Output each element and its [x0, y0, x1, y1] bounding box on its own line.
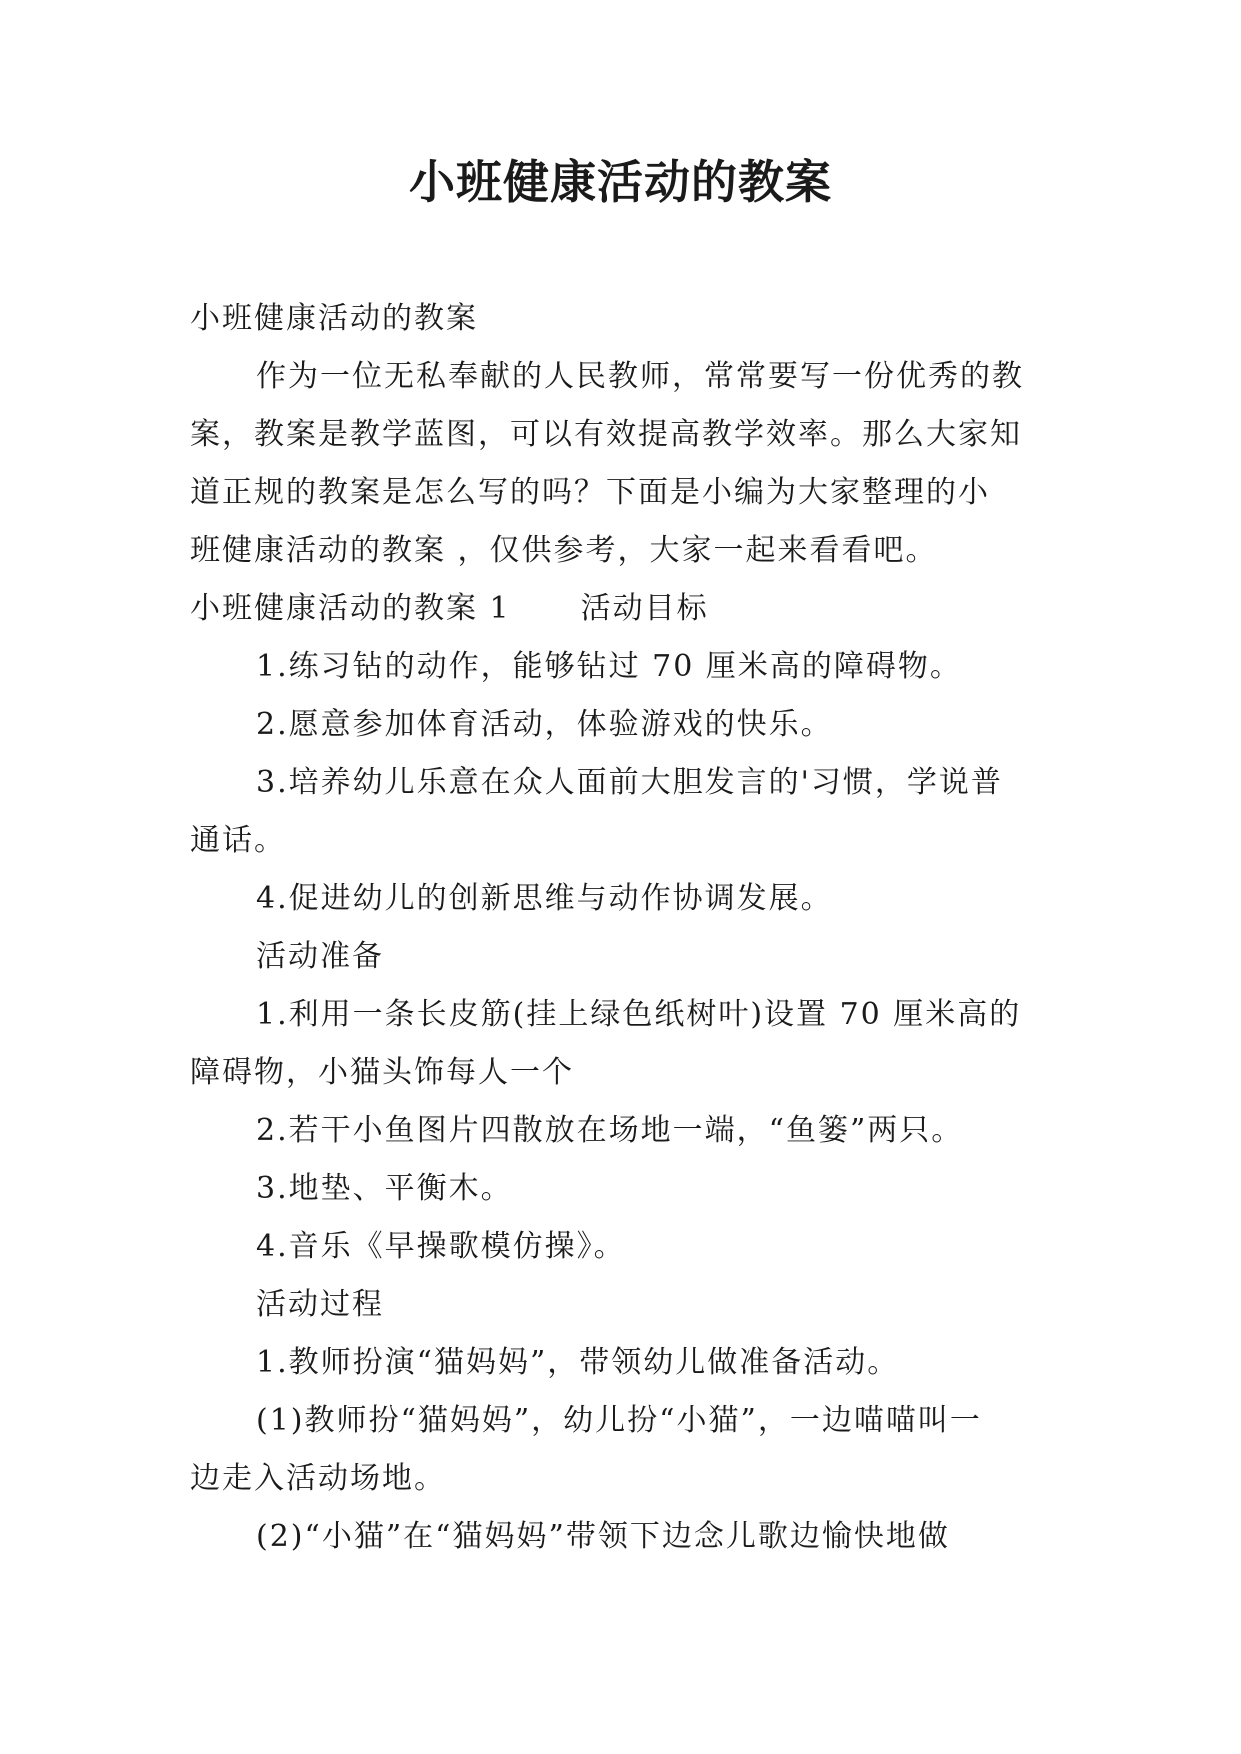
doc-subtitle: 小班健康活动的教案 [190, 301, 478, 336]
document-body [190, 290, 1050, 1566]
process-sub-1-cont: 边走入活动场地。 [190, 1461, 446, 1496]
prep-item-2: 2.若干小鱼图片四散放在场地一端，“鱼篓”两只。 [256, 1113, 964, 1148]
goal-item-3: 3.培养幼儿乐意在众人面前大胆发言的'习惯，学说普 [256, 765, 1003, 800]
intro-line-4: 班健康活动的教案 ，仅供参考，大家一起来看看吧。 [190, 533, 938, 568]
intro-line-1: 作为一位无私奉献的人民教师，常常要写一份优秀的教 [256, 359, 1024, 394]
goal-item-4: 4.促进幼儿的创新思维与动作协调发展。 [256, 881, 833, 916]
prep-item-4: 4.音乐《早操歌模仿操》。 [256, 1229, 626, 1264]
section-heading-goals: 活动目标 [580, 591, 709, 626]
process-heading: 活动过程 [256, 1287, 384, 1322]
intro-line-3: 道正规的教案是怎么写的吗？下面是小编为大家整理的小 [190, 475, 990, 510]
process-sub-1: (1)教师扮“猫妈妈”，幼儿扮“小猫”，一边喵喵叫一 [256, 1403, 982, 1438]
process-sub-2: (2)“小猫”在“猫妈妈”带领下边念儿歌边愉快地做 [256, 1519, 950, 1554]
prep-item-3: 3.地垫、平衡木。 [256, 1171, 513, 1206]
document-title: 小班健康活动的教案 [409, 155, 832, 209]
goal-item-1: 1.练习钻的动作，能够钻过 70 厘米高的障碍物。 [256, 649, 962, 684]
process-item-1: 1.教师扮演“猫妈妈”，带领幼儿做准备活动。 [256, 1345, 900, 1380]
prep-item-1-cont: 障碍物，小猫头饰每人一个 [190, 1055, 574, 1090]
section-heading-number: 小班健康活动的教案 1 [190, 591, 511, 626]
prep-item-1: 1.利用一条长皮筋(挂上绿色纸树叶)设置 70 厘米高的 [256, 997, 1022, 1032]
goal-item-3-cont: 通话。 [190, 823, 286, 858]
section-heading-1 [190, 580, 1050, 638]
prep-heading: 活动准备 [256, 939, 384, 974]
intro-line-2: 案，教案是教学蓝图，可以有效提高教学效率。那么大家知 [190, 417, 1022, 452]
goal-item-2: 2.愿意参加体育活动，体验游戏的快乐。 [256, 707, 833, 742]
